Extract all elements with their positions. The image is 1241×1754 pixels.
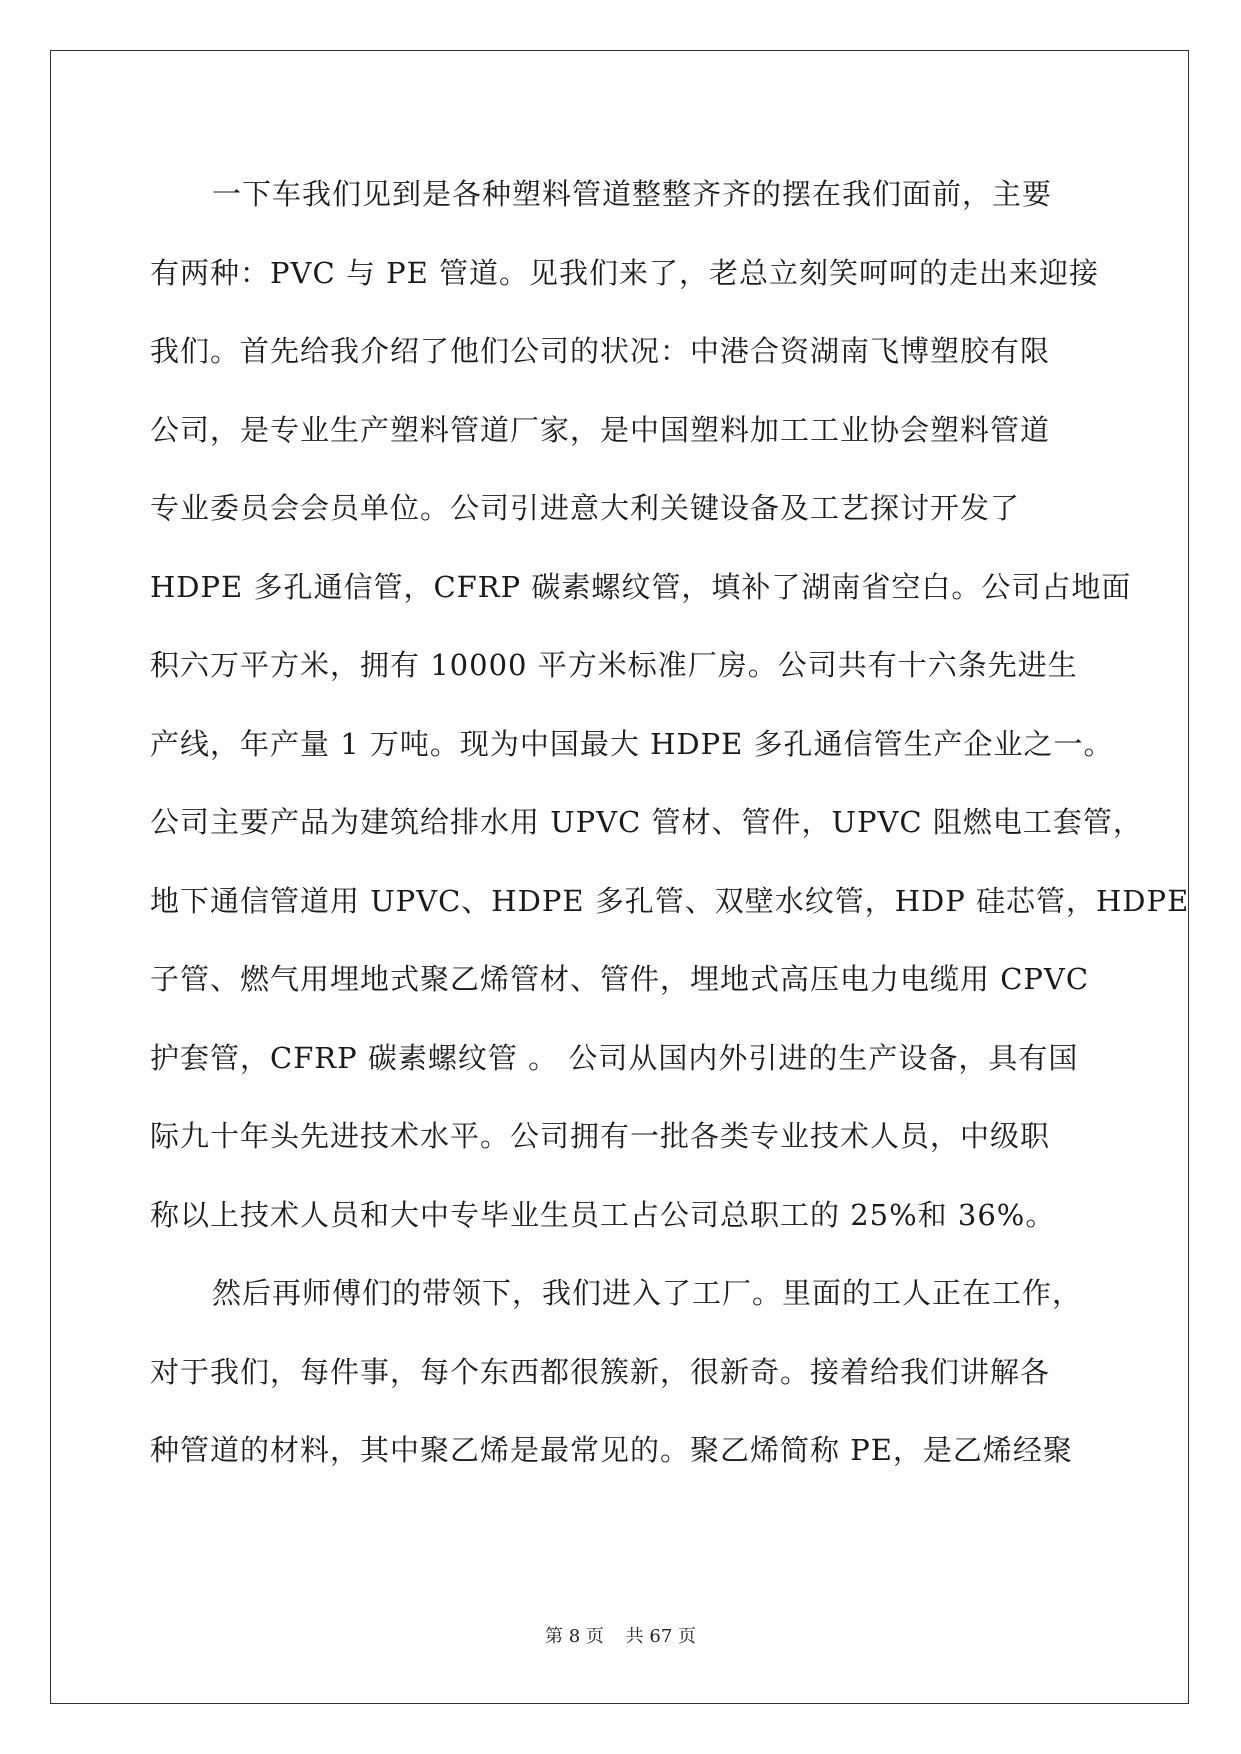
page-total: 共 67 页 — [625, 1626, 696, 1647]
paragraph-1-line-3: 我们。首先给我介绍了他们公司的状况：中港合资湖南飞博塑胶有限 — [150, 334, 1051, 368]
paragraph-2-line-2: 对于我们，每件事，每个东西都很簇新，很新奇。接着给我们讲解各 — [150, 1354, 1051, 1389]
document-body — [150, 155, 1190, 1490]
paragraph-1-line-7: 积六万平方米，拥有 10000 平方米标准厂房。公司共有十六条先进生 — [150, 648, 1078, 682]
paragraph-2-line-3: 种管道的材料，其中聚乙烯是最常见的。聚乙烯简称 PE，是乙烯经聚 — [150, 1433, 1073, 1467]
paragraph-2-line-1: 然后再师傅们的带领下，我们进入了工厂。里面的工人正在工作， — [212, 1276, 1083, 1310]
paragraph-1-line-14: 称以上技术人员和大中专毕业生员工占公司总职工的 25%和 36%。 — [150, 1197, 1056, 1232]
paragraph-1-line-1: 一下车我们见到是各种塑料管道整整齐齐的摆在我们面前，主要 — [212, 177, 1053, 211]
paragraph-1-line-6: HDPE 多孔通信管，CFRP 碳素螺纹管，填补了湖南省空白。公司占地面 — [150, 569, 1132, 604]
paragraph-1-line-4: 公司，是专业生产塑料管道厂家，是中国塑料加工工业协会塑料管道 — [150, 412, 1051, 447]
paragraph-1-line-9: 公司主要产品为建筑给排水用 UPVC 管材、管件，UPVC 阻燃电工套管， — [150, 805, 1143, 839]
paragraph-1-line-10: 地下通信管道用 UPVC、HDPE 多孔管、双壁水纹管，HDP 硅芯管，HDPE — [150, 883, 1190, 918]
page-number: 第 8 页 — [545, 1626, 604, 1647]
paragraph-1-line-11: 子管、燃气用埋地式聚乙烯管材、管件，埋地式高压电力电缆用 CPVC — [150, 962, 1090, 996]
paragraph-1-line-5: 专业委员会会员单位。公司引进意大利关键设备及工艺探讨开发了 — [150, 491, 1021, 525]
paragraph-1-line-2: 有两种：PVC 与 PE 管道。见我们来了，老总立刻笑呵呵的走出来迎接 — [150, 255, 1099, 290]
paragraph-1-line-8: 产线，年产量 1 万吨。现为中国最大 HDPE 多孔通信管生产企业之一。 — [150, 726, 1114, 761]
paragraph-1-line-13: 际九十年头先进技术水平。公司拥有一批各类专业技术人员，中级职 — [150, 1119, 1051, 1153]
page-footer — [0, 1622, 1241, 1648]
paragraph-1-line-12: 护套管，CFRP 碳素螺纹管 。 公司从国内外引进的生产设备，具有国 — [150, 1040, 1079, 1075]
